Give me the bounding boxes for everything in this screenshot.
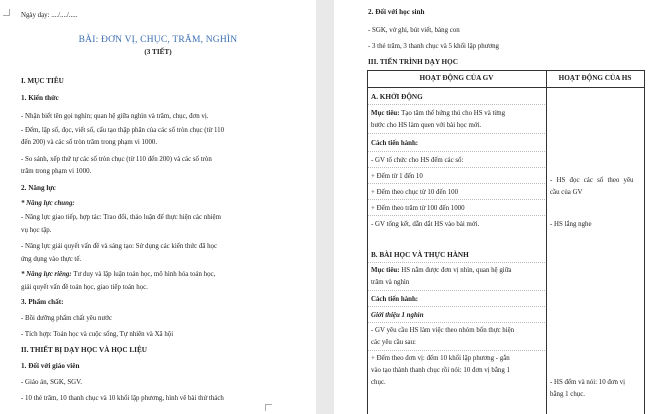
specific-competence	[21, 270, 215, 279]
teacher-item: - Giáo án, SGK, SGV.	[21, 379, 82, 386]
activity-a-title: A. KHỞI ĐỘNG	[371, 93, 423, 101]
section-student: 2. Đối với học sinh	[368, 8, 425, 16]
activity-a-step: + Đếm theo trăm từ 100 đến 1000	[371, 205, 465, 212]
row-rule	[368, 306, 545, 307]
student-item: - 3 thẻ trăm, 3 thanh chục và 5 khối lập phương	[368, 43, 499, 50]
knowledge-item: - So sánh, xếp thứ tự các số tròn chục (từ 110 đến 200) và các số tròn	[21, 156, 212, 163]
activity-a-student-response: - HS đọc các số theo yêu	[550, 177, 634, 184]
right-page	[334, 0, 650, 414]
competence-item: - Năng lực giao tiếp, hợp tác: Trao đổi, thảo luận để thực hiện các nhiệm	[21, 214, 221, 221]
table-header-teacher: HOẠT ĐỘNG CỦA GV	[419, 74, 494, 82]
activity-a-objective-cont: bước cho HS làm quen với bài học mới.	[371, 122, 482, 129]
lesson-title: BÀI: ĐƠN VỊ, CHỤC, TRĂM, NGHÌN	[78, 35, 238, 45]
page-corner-mark	[265, 404, 272, 411]
activity-b-step: - GV yêu cầu HS làm việc theo nhóm bốn thực hiện	[371, 327, 515, 334]
activity-b-student-response-cont: bằng 1 chục.	[550, 391, 586, 398]
activity-b-step-cont: vào tạo thành thanh chục rồi nói: 10 đơn vị bằng 1	[371, 367, 510, 374]
section-knowledge: 1. Kiến thức	[21, 94, 59, 102]
quality-item: - Bồi dưỡng phẩm chất yêu nước	[21, 315, 112, 322]
activity-b-method: Cách tiến hành:	[371, 296, 419, 303]
objective-text: HS nắm được đơn vị nhìn, quan hệ giữa	[399, 267, 512, 274]
general-competence-label: * Năng lực chung:	[21, 200, 75, 207]
table-column-divider	[546, 70, 547, 414]
knowledge-item: - Nhận biết tên gọi nghìn; quan hệ giữa nghìn và trăm, chục, đơn vị.	[21, 113, 209, 120]
section-teacher: 1. Đối với giáo viên	[21, 362, 80, 370]
row-rule	[368, 104, 545, 105]
competence-item: ứng dụng vào thực tế.	[21, 256, 82, 263]
knowledge-item: trăm trong phạm vi 1000.	[21, 168, 92, 175]
activity-a-step: + Đếm theo chục từ 10 đến 100	[371, 189, 459, 196]
activity-a-step: + Đếm từ 1 đến 10	[371, 173, 423, 180]
row-rule	[368, 262, 545, 263]
knowledge-item: - Đếm, lập số, đọc, viết số, cấu tạo thập phân của các số tròn chục (từ 110	[21, 127, 225, 134]
activity-b-objective-cont: trăm và nghìn	[371, 279, 410, 286]
row-rule	[368, 215, 545, 216]
competence-item: vụ học tập.	[21, 227, 52, 234]
section-process: III. TIẾN TRÌNH DẠY HỌC	[368, 58, 458, 66]
objective-label: Mục tiêu:	[371, 267, 400, 274]
activity-a-method: Cách tiến hành:	[371, 140, 419, 147]
section-objectives: I. MỤC TIÊU	[21, 77, 64, 85]
objective-text: Tạo tâm thế hứng thú cho HS và từng	[399, 110, 506, 117]
activity-a-student-response-cont: cầu của GV	[550, 189, 583, 196]
specific-competence-label: * Năng lực riêng:	[21, 271, 72, 278]
row-rule	[368, 199, 545, 200]
activity-a-objective	[371, 109, 505, 118]
quality-item: - Tích hợp: Toán học và cuộc sống, Tự nhiên và Xã hội	[21, 331, 174, 338]
teacher-item: - 10 thẻ trăm, 10 thanh chục và 10 khối lập phương, hình vẽ bài thử thách	[21, 395, 224, 402]
table-top-border	[367, 70, 644, 71]
activity-b-step: + Đếm theo đơn vị: đếm 10 khối lập phương - gắn	[371, 355, 510, 362]
student-item: - SGK, vở ghi, bút viết, bảng con	[368, 27, 460, 34]
table-header-student: HOẠT ĐỘNG CỦA HS	[558, 74, 632, 82]
section-competence: 2. Năng lực	[21, 184, 56, 192]
activity-a-student-listen: - HS lắng nghe	[550, 221, 592, 228]
row-rule	[368, 322, 545, 323]
specific-competence-text: Tư duy và lập luận toán học, mô hình hóa toán học,	[71, 271, 216, 278]
activity-b-step-cont: chục.	[371, 379, 386, 386]
activity-a-step: - GV tổng kết, dẫn dắt HS vào bài mới.	[371, 221, 480, 228]
page-gap	[316, 0, 334, 414]
lesson-date: Ngày dạy: ..../..../.....	[21, 12, 78, 19]
table-header-divider	[367, 87, 644, 88]
knowledge-item: đến 200) và các số tròn trăm trong phạm vi 1000.	[21, 139, 158, 146]
competence-item: giải quyết vấn đề toán học, giao tiếp toán học.	[21, 284, 148, 291]
left-page	[0, 0, 316, 414]
objective-label: Mục tiêu:	[371, 110, 400, 117]
table-right-border	[644, 70, 645, 414]
row-rule	[368, 183, 545, 184]
activity-b-student-response: - HS đếm và nói: 10 đơn vị	[550, 379, 626, 386]
activity-b-step-cont: các yêu cầu sau:	[371, 339, 416, 346]
row-rule	[368, 133, 545, 134]
table-left-border	[367, 70, 368, 414]
page-corner-mark	[3, 9, 10, 16]
row-rule	[368, 290, 545, 291]
activity-b-title: B. BÀI HỌC VÀ THỰC HÀNH	[371, 251, 469, 259]
activity-b-objective	[371, 266, 512, 275]
row-rule	[368, 350, 545, 351]
row-rule	[368, 167, 545, 168]
activity-b-intro: Giới thiệu 1 nghìn	[371, 312, 424, 319]
lesson-subtitle: (3 TIẾT)	[144, 48, 172, 56]
section-qualities: 3. Phẩm chất:	[21, 298, 64, 306]
section-equipment: II. THIẾT BỊ DẠY HỌC VÀ HỌC LIỆU	[21, 346, 147, 354]
activity-a-step: - GV tổ chức cho HS đếm các số:	[371, 157, 464, 164]
row-rule	[368, 151, 545, 152]
competence-item: - Năng lực giải quyết vấn đề và sáng tạo: Sử dụng các kiến thức đã học	[21, 243, 218, 250]
